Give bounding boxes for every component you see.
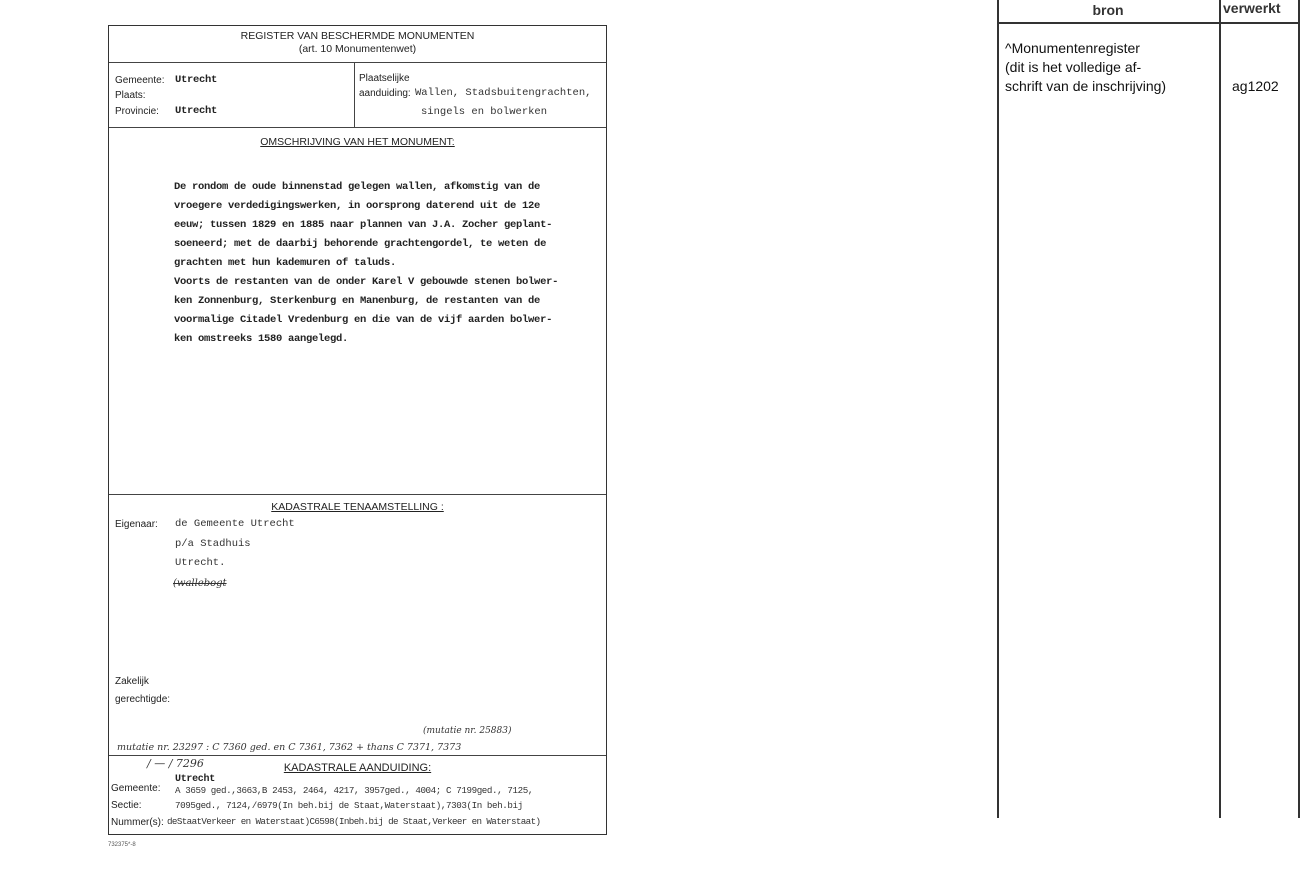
description-line: ken omstreeks 1580 aangelegd. xyxy=(174,333,349,345)
divider xyxy=(109,494,606,495)
plaats-label: Plaats: xyxy=(115,90,146,101)
table-border xyxy=(997,0,999,818)
gemeente-label: Gemeente: xyxy=(115,75,165,86)
divider xyxy=(109,755,606,756)
plaatselijke-label: Plaatselijke xyxy=(359,73,410,84)
table-header-divider xyxy=(997,22,1300,24)
bron-line: (dit is het volledige af- xyxy=(1005,59,1142,75)
description-line: voormalige Citadel Vredenburg en die van de vijf aarden bolwer- xyxy=(174,314,553,326)
bron-line: schrift van de inschrijving) xyxy=(1005,78,1167,94)
form-title: REGISTER VAN BESCHERMDE MONUMENTEN xyxy=(240,30,475,42)
verwerkt-value: ag1202 xyxy=(1232,78,1279,94)
description-line: Voorts de restanten van de onder Karel V gebouwde stenen bolwer- xyxy=(174,276,559,288)
description-line: grachten met hun kademuren of taluds. xyxy=(174,257,397,269)
description-line: eeuw; tussen 1829 en 1885 naar plannen van J.A. Zocher geplant- xyxy=(174,219,553,231)
divider xyxy=(109,127,606,128)
gemeente-value: Utrecht xyxy=(175,74,218,86)
column-header-bron: bron xyxy=(1092,2,1124,18)
aanduiding-label: aanduiding: xyxy=(359,88,411,99)
handwritten-note: (wallebogt xyxy=(173,578,227,589)
nummers-label: Nummer(s): xyxy=(111,817,164,828)
aanduiding-value-2: singels en bolwerken xyxy=(421,106,548,118)
aanduiding-value-1: Wallen, Stadsbuitengrachten, xyxy=(415,87,592,99)
table-border xyxy=(1219,0,1221,818)
description-line: ken Zonnenburg, Sterkenburg en Manenburg, de restanten van de xyxy=(174,295,541,307)
provincie-value: Utrecht xyxy=(175,105,218,117)
eigenaar-line: de Gemeente Utrecht xyxy=(175,518,295,530)
sectie-label: Sectie: xyxy=(111,800,142,811)
description-line: soeneerd; met de daarbij behorende grachtengordel, te weten de xyxy=(174,238,547,250)
gerechtigde-label: gerechtigde: xyxy=(115,694,171,705)
bron-line: ^Monumentenregister xyxy=(1005,40,1140,56)
handwritten-mutation-line: mutatie nr. 23297 : C 7360 ged. en C 7361, 7362 + thans C 7371, 7373 xyxy=(117,742,462,753)
aanduiding-heading: KADASTRALE AANDUIDING: xyxy=(283,762,432,774)
provincie-label: Provincie: xyxy=(115,106,159,117)
zakelijk-label: Zakelijk xyxy=(115,676,149,687)
eigenaar-label: Eigenaar: xyxy=(115,519,158,530)
kadastraal-line: 7095ged., 7124,/6979(In beh.bij de Staat,Waterstaat),7303(In beh.bij xyxy=(175,800,523,811)
eigenaar-line: Utrecht. xyxy=(175,557,226,569)
description-line: De rondom de oude binnenstad gelegen wallen, afkomstig van de xyxy=(174,181,541,193)
divider xyxy=(354,62,355,127)
divider xyxy=(109,62,606,63)
monument-register-card xyxy=(108,25,607,835)
kadastraal-gemeente-value: Utrecht xyxy=(175,774,215,785)
kadastraal-line: deStaatVerkeer en Waterstaat)C6598(Inbeh.bij de Staat,Verkeer en Waterstaat) xyxy=(167,816,541,827)
description-text xyxy=(174,178,558,349)
eigenaar-line: p/a Stadhuis xyxy=(175,538,251,550)
handwritten-mutation-top: (mutatie nr. 25883) xyxy=(423,726,512,736)
column-header-verwerkt: verwerkt xyxy=(1223,0,1281,16)
kadastraal-gemeente-label: Gemeente: xyxy=(111,783,161,794)
kadastraal-line: A 3659 ged.,3663,B 2453, 2464, 4217, 3957ged., 4004; C 7199ged., 7125, xyxy=(175,785,533,796)
omschrijving-heading: OMSCHRIJVING VAN HET MONUMENT: xyxy=(260,136,455,148)
handwritten-number: / — / 7296 xyxy=(147,757,204,770)
form-subtitle: (art. 10 Monumentenwet) xyxy=(298,43,417,55)
source-table xyxy=(997,0,1300,818)
description-line: vroegere verdedigingswerken, in oorsprong daterend uit de 12e xyxy=(174,200,541,212)
form-code: 732375*-8 xyxy=(108,842,136,848)
tenaamstelling-heading: KADASTRALE TENAAMSTELLING : xyxy=(271,501,444,513)
